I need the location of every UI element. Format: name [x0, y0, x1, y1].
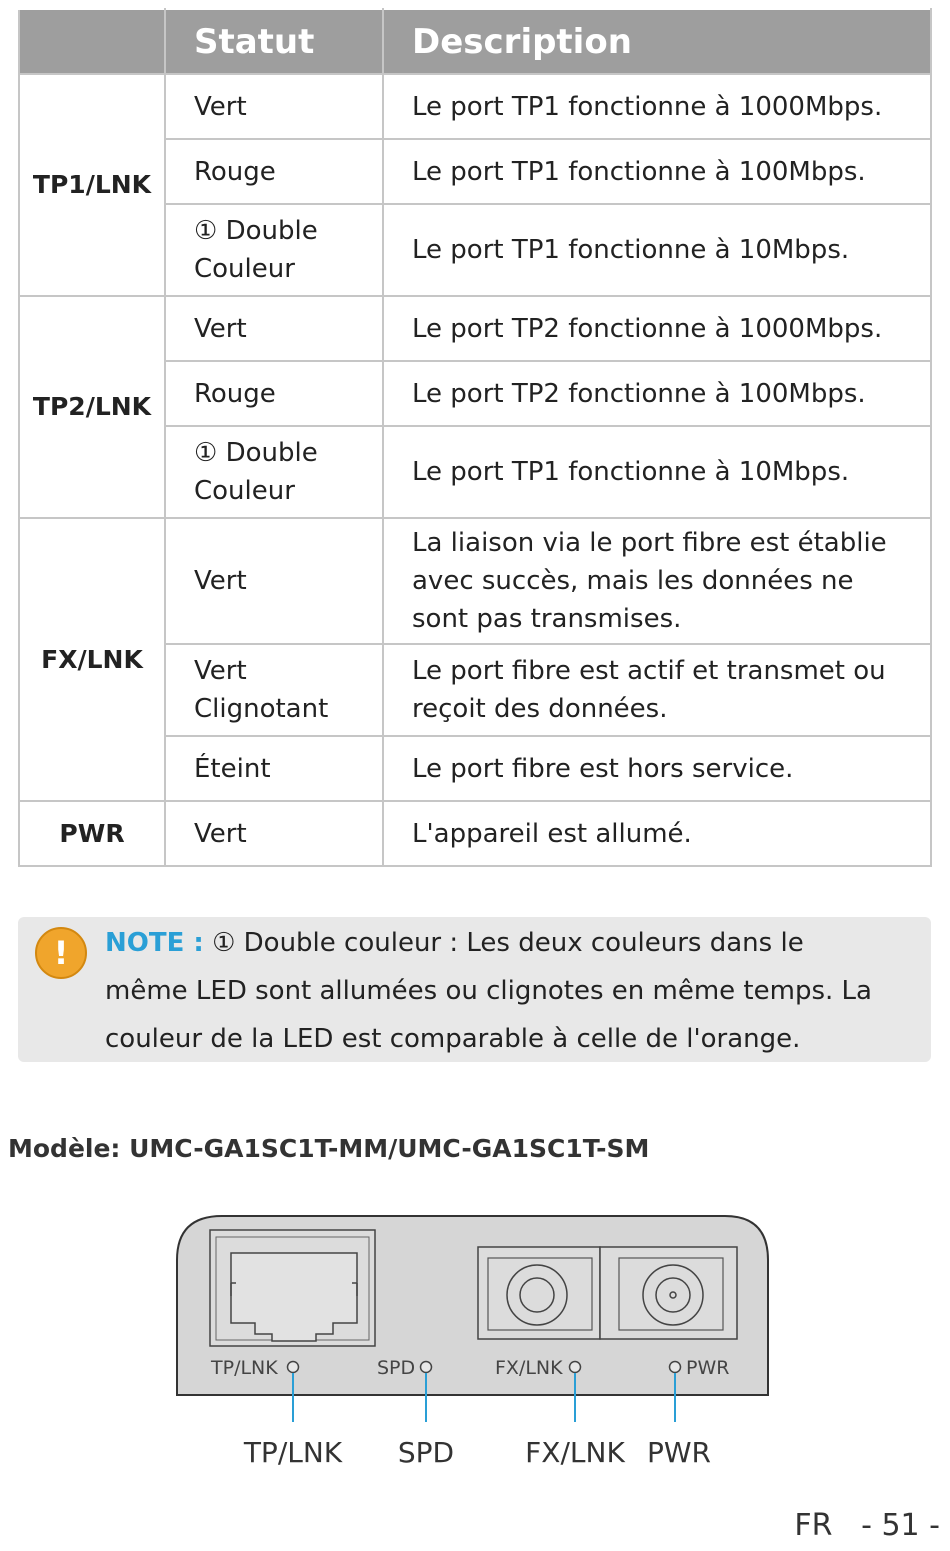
- note-box: [18, 917, 931, 1062]
- table-row: [19, 74, 931, 139]
- page-number: [794, 1508, 940, 1543]
- description-cell: Le port TP2 fonctionne à 1000Mbps.: [383, 296, 931, 361]
- status-cell: Vert: [165, 296, 383, 361]
- group-label-fx: FX/LNK: [19, 518, 165, 801]
- note-text: [105, 919, 905, 1063]
- description-line: Le port fibre est actif et transmet ou: [412, 656, 886, 686]
- description-cell: [383, 518, 931, 644]
- header-corner: [19, 9, 165, 74]
- table-row: [19, 801, 931, 866]
- table-row: [19, 518, 931, 644]
- status-cell: [165, 426, 383, 518]
- callout-label-fx: FX/LNK: [525, 1436, 625, 1469]
- header-description: Description: [383, 9, 931, 74]
- panel-label-fx: FX/LNK: [495, 1357, 563, 1379]
- description-cell: Le port TP2 fonctionne à 100Mbps.: [383, 361, 931, 426]
- led-pwr-indicator: [670, 1362, 681, 1373]
- page-lang: FR: [794, 1508, 833, 1543]
- status-cell: Vert: [165, 801, 383, 866]
- header-status: Statut: [165, 9, 383, 74]
- status-cell: Rouge: [165, 361, 383, 426]
- description-line: avec succès, mais les données ne: [412, 566, 854, 596]
- note-line: [105, 919, 905, 967]
- status-line: ① Double: [194, 216, 318, 246]
- status-cell: Vert: [165, 74, 383, 139]
- led-spd-indicator: [421, 1362, 432, 1373]
- group-label-pwr: PWR: [19, 801, 165, 866]
- rj45-port-icon: [210, 1230, 375, 1346]
- led-fx-indicator: [570, 1362, 581, 1373]
- table-row: [19, 296, 931, 361]
- description-cell: L'appareil est allumé.: [383, 801, 931, 866]
- fiber-port-left-icon: [478, 1247, 600, 1339]
- status-cell: [165, 204, 383, 296]
- description-line: reçoit des données.: [412, 694, 668, 724]
- status-line: ① Double: [194, 438, 318, 468]
- model-title: Modèle: UMC-GA1SC1T-MM/UMC-GA1SC1T-SM: [8, 1134, 650, 1163]
- note-line-3: couleur de la LED est comparable à celle de l'orange.: [105, 1024, 801, 1054]
- panel-label-pwr: PWR: [686, 1357, 730, 1379]
- description-line: sont pas transmises.: [412, 604, 682, 634]
- callout-label-tp: TP/LNK: [243, 1436, 343, 1469]
- description-cell: Le port TP1 fonctionne à 100Mbps.: [383, 139, 931, 204]
- callout-label-pwr: PWR: [646, 1436, 712, 1469]
- description-cell: Le port fibre est hors service.: [383, 736, 931, 801]
- led-status-table: [18, 8, 932, 867]
- status-cell: Éteint: [165, 736, 383, 801]
- note-line-2: même LED sont allumées ou clignotes en même temps. La: [105, 976, 872, 1006]
- description-cell: [383, 644, 931, 736]
- group-label-tp2: TP2/LNK: [19, 296, 165, 518]
- page-number-value: - 51 -: [861, 1508, 940, 1543]
- panel-label-spd: SPD: [377, 1357, 416, 1379]
- status-cell: Rouge: [165, 139, 383, 204]
- status-line: Vert: [194, 656, 247, 686]
- note-line-1: ① Double couleur : Les deux couleurs dans le: [203, 928, 804, 958]
- led-tp-indicator: [288, 1362, 299, 1373]
- device-front-panel-diagram: [0, 1200, 950, 1490]
- status-cell: Vert: [165, 518, 383, 644]
- description-line: La liaison via le port fibre est établie: [412, 528, 887, 558]
- exclamation-icon: !: [35, 927, 87, 979]
- group-label-tp1: TP1/LNK: [19, 74, 165, 296]
- panel-label-tp: TP/LNK: [211, 1357, 278, 1379]
- status-line: Couleur: [194, 476, 295, 506]
- description-cell: Le port TP1 fonctionne à 10Mbps.: [383, 426, 931, 518]
- status-line: Couleur: [194, 254, 295, 284]
- callout-label-spd: SPD: [397, 1436, 455, 1469]
- status-line: Clignotant: [194, 694, 329, 724]
- description-cell: Le port TP1 fonctionne à 1000Mbps.: [383, 74, 931, 139]
- description-cell: Le port TP1 fonctionne à 10Mbps.: [383, 204, 931, 296]
- table-header-row: [19, 9, 931, 74]
- note-label: NOTE :: [105, 928, 204, 958]
- status-cell: [165, 644, 383, 736]
- fiber-port-right-icon: [600, 1247, 737, 1339]
